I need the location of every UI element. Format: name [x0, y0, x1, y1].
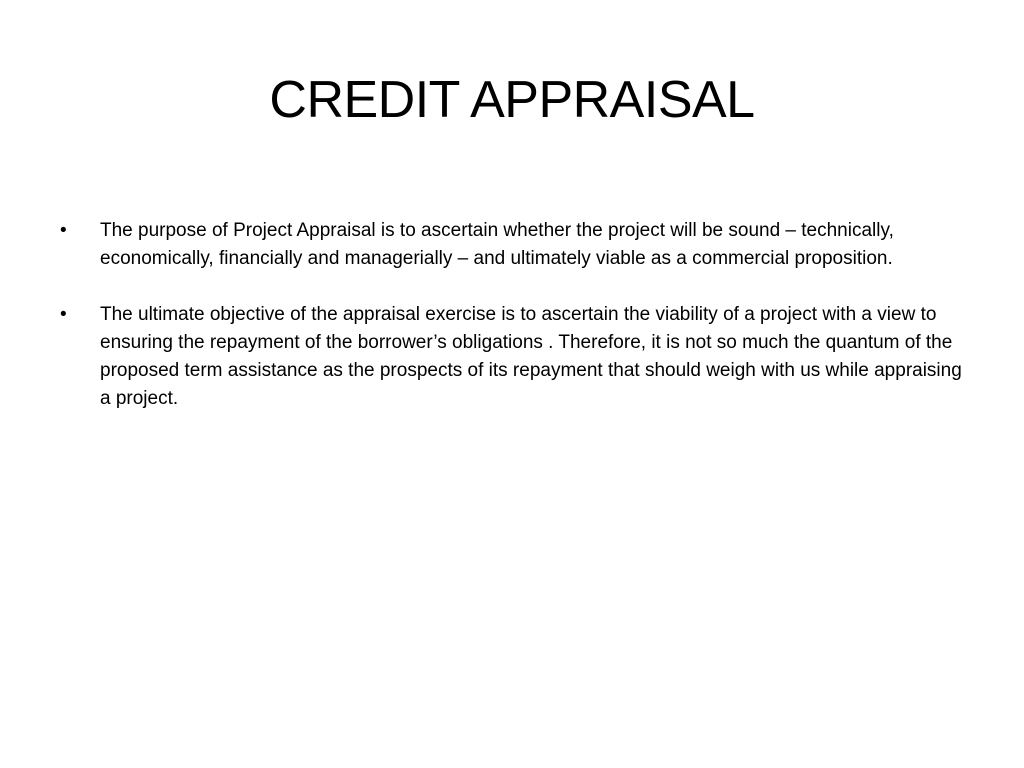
bullet-marker: • [60, 220, 67, 241]
bullet-item-purpose [60, 217, 965, 273]
slide-title: CREDIT APPRAISAL [269, 71, 755, 129]
bullet-item-objective [60, 301, 965, 413]
bullet-list [60, 217, 965, 441]
bullet-text: The ultimate objective of the appraisal exercise is to ascertain the viability of a project with a view to ensuring the repayment of the borrower’s obligations . Therefore, it is not so much the quantum of the proposed term assistance as the prospects of its repayment that should weigh with us while appraising a project. [100, 304, 962, 409]
bullet-marker: • [60, 304, 67, 325]
bullet-text: The purpose of Project Appraisal is to ascertain whether the project will be sound – technically, economically, financially and managerially – and ultimately viable as a commercial proposition. [100, 220, 894, 269]
